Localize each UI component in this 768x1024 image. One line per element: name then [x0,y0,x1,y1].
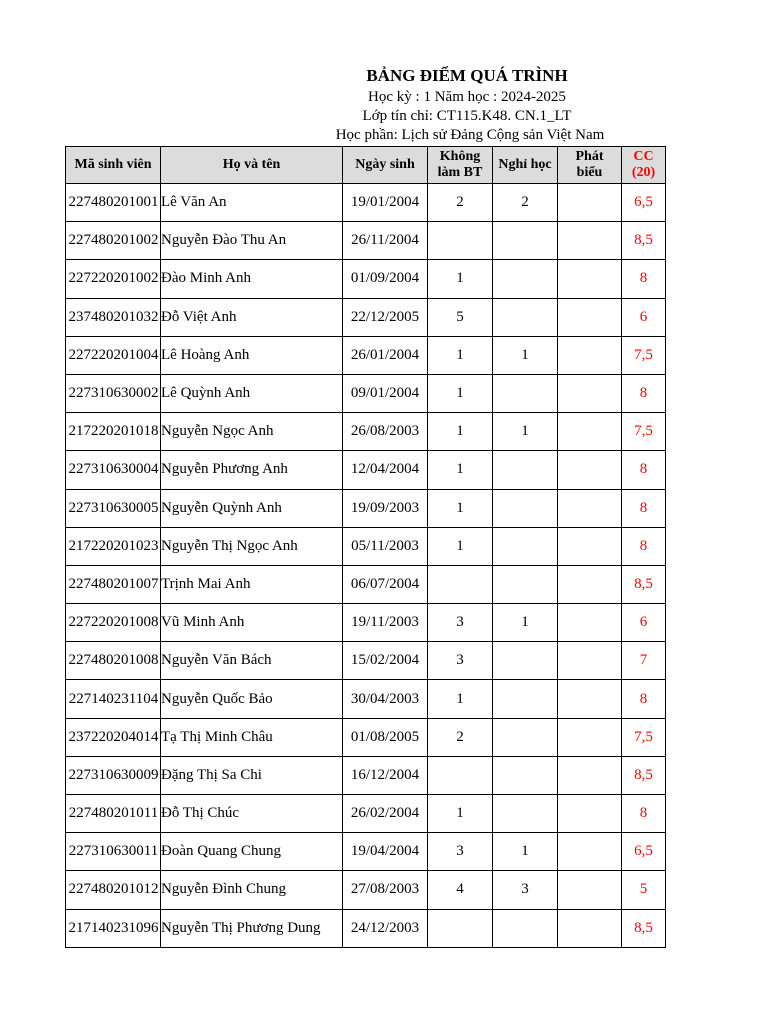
cell-cc: 8 [622,680,666,718]
cell-no-homework: 1 [428,374,493,412]
cell-dob: 19/11/2003 [343,604,428,642]
cell-absent [493,374,558,412]
cell-student-id: 227220201004 [66,336,161,374]
course-line: Học phần: Lịch sử Đảng Cộng sản Việt Nam [335,127,605,143]
cell-no-homework [428,565,493,603]
cell-cc: 6 [622,604,666,642]
cell-full-name: Nguyễn Văn Bách [161,642,343,680]
cell-absent [493,451,558,489]
cell-speak [558,604,622,642]
cell-dob: 09/01/2004 [343,374,428,412]
cell-dob: 22/12/2005 [343,298,428,336]
cell-full-name: Đoàn Quang Chung [161,833,343,871]
cell-speak [558,833,622,871]
cell-dob: 24/12/2003 [343,909,428,947]
cell-full-name: Lê Văn An [161,184,343,222]
cell-dob: 05/11/2003 [343,527,428,565]
cell-absent [493,909,558,947]
cell-absent [493,718,558,756]
col-header-cc-line1: CC [633,149,654,164]
cell-cc: 8,5 [622,222,666,260]
cell-absent: 1 [493,413,558,451]
cell-student-id: 217220201018 [66,413,161,451]
table-row [66,680,666,718]
cell-speak [558,909,622,947]
cell-student-id: 227480201012 [66,871,161,909]
cell-cc: 7 [622,642,666,680]
cell-dob: 19/09/2003 [343,489,428,527]
cell-absent [493,260,558,298]
cell-cc: 8 [622,527,666,565]
cell-full-name: Nguyễn Thị Phương Dung [161,909,343,947]
col-header-no-homework-line1: Không [439,149,481,164]
cell-absent: 1 [493,833,558,871]
cell-dob: 19/04/2004 [343,833,428,871]
cell-cc: 8 [622,489,666,527]
table-row [66,909,666,947]
class-line: Lớp tín chỉ: CT115.K48. CN.1_LT [362,108,572,124]
cell-full-name: Lê Quỳnh Anh [161,374,343,412]
cell-dob: 01/08/2005 [343,718,428,756]
cell-no-homework [428,756,493,794]
cell-student-id: 237220204014 [66,718,161,756]
table-row [66,642,666,680]
table-header-row [66,147,666,184]
cell-dob: 26/11/2004 [343,222,428,260]
col-header-full-name: Họ và tên [161,147,343,184]
cell-dob: 30/04/2003 [343,680,428,718]
cell-no-homework: 1 [428,260,493,298]
col-header-dob: Ngày sinh [343,147,428,184]
table-row [66,871,666,909]
cell-dob: 26/08/2003 [343,413,428,451]
table-row [66,298,666,336]
cell-full-name: Đỗ Thị Chúc [161,795,343,833]
col-header-absent: Nghỉ học [493,147,558,184]
cell-dob: 19/01/2004 [343,184,428,222]
cell-no-homework: 3 [428,642,493,680]
col-header-speak-line2: biểu [576,165,603,180]
cell-absent [493,642,558,680]
cell-student-id: 227220201002 [66,260,161,298]
cell-no-homework: 3 [428,833,493,871]
cell-full-name: Tạ Thị Minh Châu [161,718,343,756]
cell-cc: 6 [622,298,666,336]
cell-cc: 6,5 [622,833,666,871]
cell-no-homework: 2 [428,718,493,756]
table-row [66,336,666,374]
cell-absent [493,298,558,336]
cell-cc: 8 [622,374,666,412]
cell-full-name: Lê Hoàng Anh [161,336,343,374]
table-row [66,795,666,833]
cell-speak [558,451,622,489]
cell-cc: 7,5 [622,413,666,451]
cell-full-name: Nguyễn Đình Chung [161,871,343,909]
cell-full-name: Đặng Thị Sa Chi [161,756,343,794]
cell-speak [558,260,622,298]
col-header-no-homework-line2: làm BT [437,165,483,180]
cell-absent [493,527,558,565]
cell-dob: 16/12/2004 [343,756,428,794]
cell-no-homework [428,909,493,947]
cell-no-homework: 1 [428,489,493,527]
cell-full-name: Nguyễn Quốc Bảo [161,680,343,718]
grade-table [65,146,666,948]
cell-absent [493,756,558,794]
cell-absent [493,680,558,718]
col-header-cc [622,147,666,184]
cell-full-name: Trịnh Mai Anh [161,565,343,603]
table-row [66,222,666,260]
cell-full-name: Đào Minh Anh [161,260,343,298]
cell-cc: 6,5 [622,184,666,222]
cell-student-id: 227310630011 [66,833,161,871]
cell-dob: 15/02/2004 [343,642,428,680]
cell-absent: 1 [493,604,558,642]
cell-speak [558,298,622,336]
cell-cc: 8,5 [622,909,666,947]
cell-dob: 06/07/2004 [343,565,428,603]
cell-full-name: Vũ Minh Anh [161,604,343,642]
cell-student-id: 227220201008 [66,604,161,642]
table-row [66,260,666,298]
cell-student-id: 227480201007 [66,565,161,603]
table-row [66,565,666,603]
cell-cc: 8 [622,795,666,833]
cell-dob: 01/09/2004 [343,260,428,298]
cell-cc: 8,5 [622,565,666,603]
cell-no-homework [428,222,493,260]
cell-speak [558,680,622,718]
cell-cc: 8 [622,260,666,298]
cell-absent: 2 [493,184,558,222]
cell-speak [558,718,622,756]
cell-dob: 26/01/2004 [343,336,428,374]
cell-full-name: Nguyễn Quỳnh Anh [161,489,343,527]
cell-speak [558,413,622,451]
cell-student-id: 227480201001 [66,184,161,222]
cell-speak [558,642,622,680]
cell-no-homework: 4 [428,871,493,909]
cell-student-id: 237480201032 [66,298,161,336]
cell-full-name: Đỗ Việt Anh [161,298,343,336]
col-header-student-id: Mã sinh viên [66,147,161,184]
cell-dob: 26/02/2004 [343,795,428,833]
table-row [66,489,666,527]
cell-full-name: Nguyễn Đào Thu An [161,222,343,260]
cell-no-homework: 2 [428,184,493,222]
cell-full-name: Nguyễn Ngọc Anh [161,413,343,451]
semester-line: Học kỳ : 1 Năm học : 2024-2025 [368,89,566,105]
cell-speak [558,871,622,909]
cell-absent: 1 [493,336,558,374]
cell-speak [558,565,622,603]
cell-no-homework: 1 [428,336,493,374]
cell-full-name: Nguyễn Phương Anh [161,451,343,489]
cell-no-homework: 1 [428,451,493,489]
table-row [66,451,666,489]
cell-speak [558,489,622,527]
cell-no-homework: 5 [428,298,493,336]
table-row [66,833,666,871]
table-row [66,604,666,642]
cell-speak [558,795,622,833]
cell-student-id: 227310630002 [66,374,161,412]
cell-cc: 5 [622,871,666,909]
cell-absent [493,795,558,833]
cell-no-homework: 1 [428,527,493,565]
table-row [66,184,666,222]
col-header-no-homework [428,147,493,184]
cell-absent [493,565,558,603]
cell-absent [493,222,558,260]
cell-cc: 8,5 [622,756,666,794]
cell-absent [493,489,558,527]
col-header-speak [558,147,622,184]
cell-student-id: 227310630009 [66,756,161,794]
col-header-cc-line2: (20) [631,165,656,180]
cell-student-id: 217220201023 [66,527,161,565]
cell-student-id: 217140231096 [66,909,161,947]
cell-student-id: 227140231104 [66,680,161,718]
cell-dob: 12/04/2004 [343,451,428,489]
cell-student-id: 227310630005 [66,489,161,527]
cell-speak [558,527,622,565]
cell-full-name: Nguyễn Thị Ngọc Anh [161,527,343,565]
page-title: BẢNG ĐIỂM QUÁ TRÌNH [366,66,568,85]
cell-speak [558,374,622,412]
col-header-speak-line1: Phát [575,149,604,164]
cell-speak [558,756,622,794]
cell-dob: 27/08/2003 [343,871,428,909]
cell-cc: 8 [622,451,666,489]
table-row [66,527,666,565]
cell-no-homework: 1 [428,795,493,833]
cell-no-homework: 1 [428,413,493,451]
cell-no-homework: 1 [428,680,493,718]
cell-cc: 7,5 [622,718,666,756]
table-row [66,374,666,412]
cell-speak [558,336,622,374]
cell-cc: 7,5 [622,336,666,374]
cell-speak [558,184,622,222]
table-row [66,756,666,794]
cell-student-id: 227480201008 [66,642,161,680]
cell-student-id: 227480201011 [66,795,161,833]
cell-student-id: 227310630004 [66,451,161,489]
cell-student-id: 227480201002 [66,222,161,260]
cell-speak [558,222,622,260]
cell-no-homework: 3 [428,604,493,642]
table-row [66,718,666,756]
table-row [66,413,666,451]
cell-absent: 3 [493,871,558,909]
